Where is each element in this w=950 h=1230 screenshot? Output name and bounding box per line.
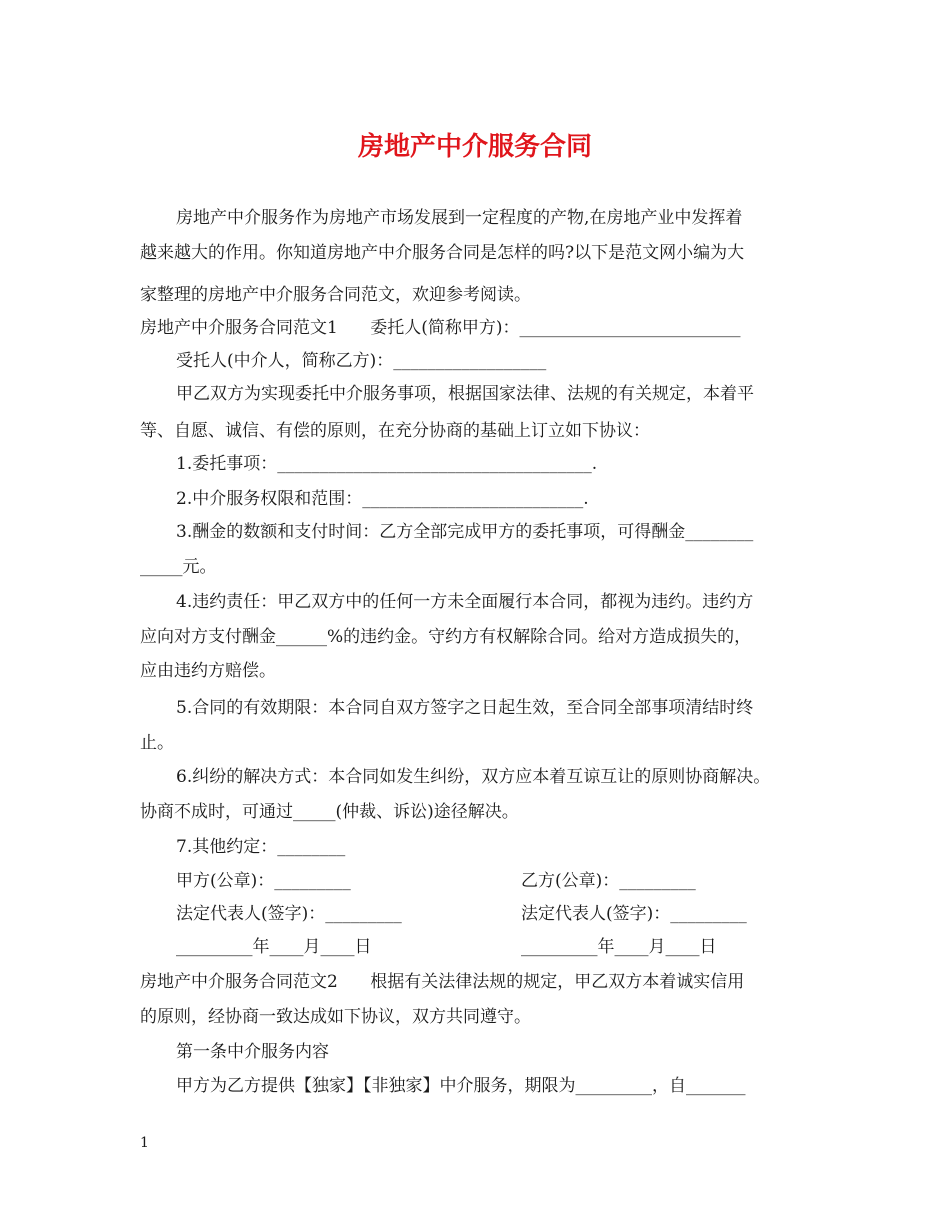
sample2-heading-line-2: 的原则，经协商一致达成如下协议，双方共同遵守。 xyxy=(140,1007,531,1027)
clause-5-line-1: 5.合同的有效期限：本合同自双方签字之日起生效，至合同全部事项清结时终 xyxy=(176,698,754,718)
clause-6-line-2: 协商不成时，可通过_____(仲裁、诉讼)途径解决。 xyxy=(140,802,519,822)
intro-line-1: 房地产中介服务作为房地产市场发展到一定程度的产物,在房地产业中发挥着 xyxy=(176,208,743,228)
clause-4-line-1: 4.违约责任：甲乙双方中的任何一方未全面履行本合同，都视为违约。违约方 xyxy=(176,592,754,612)
party-a-representative: 法定代表人(签字)：_________ xyxy=(176,904,402,924)
clause-5-line-2: 止。 xyxy=(140,733,174,753)
article-1-heading: 第一条中介服务内容 xyxy=(176,1042,329,1062)
sample2-heading-line-1: 房地产中介服务合同范文2 根据有关法律法规的规定，甲乙双方本着诚实信用 xyxy=(140,972,745,992)
clause-3-line-1: 3.酬金的数额和支付时间：乙方全部完成甲方的委托事项，可得酬金________ xyxy=(176,522,754,542)
clause-7: 7.其他约定：________ xyxy=(176,837,346,857)
clause-6-line-1: 6.纠纷的解决方式：本合同如发生纠纷，双方应本着互谅互让的原则协商解决。 xyxy=(176,767,771,787)
party-b-seal: 乙方(公章)：_________ xyxy=(521,871,696,891)
clause-4-line-2: 应向对方支付酬金______%的违约金。守约方有权解除合同。给对方造成损失的， xyxy=(140,627,752,647)
page-number: 1 xyxy=(140,1135,149,1151)
intro-line-3: 家整理的房地产中介服务合同范文，欢迎参考阅读。 xyxy=(140,285,531,305)
party-b-date: _________年____月____日 xyxy=(521,937,717,957)
clause-4-line-3: 应由违约方赔偿。 xyxy=(140,661,276,681)
clause-2: 2.中介服务权限和范围：__________________________. xyxy=(176,489,589,509)
intro-line-2: 越来越大的作用。你知道房地产中介服务合同是怎样的吗?以下是范文网小编为大 xyxy=(140,243,745,263)
article-1-line-1: 甲方为乙方提供【独家】【非独家】中介服务，期限为_________，自_______ xyxy=(176,1076,746,1096)
preamble-line-2: 等、自愿、诚信、有偿的原则，在充分协商的基础上订立如下协议： xyxy=(140,421,650,441)
clause-1: 1.委托事项：_____________________________________. xyxy=(176,454,598,474)
party-a-seal: 甲方(公章)：_________ xyxy=(176,871,351,891)
sample1-heading-principal: 房地产中介服务合同范文1 委托人(简称甲方)：__________________________ xyxy=(140,318,741,338)
document-title: 房地产中介服务合同 xyxy=(357,132,592,162)
clause-3-line-2: _____元。 xyxy=(140,557,217,577)
party-b-representative: 法定代表人(签字)：_________ xyxy=(521,904,747,924)
agent-line: 受托人(中介人，简称乙方)：__________________ xyxy=(176,351,547,371)
preamble-line-1: 甲乙双方为实现委托中介服务事项，根据国家法律、法规的有关规定，本着平 xyxy=(176,384,754,404)
party-a-date: _________年____月____日 xyxy=(176,937,372,957)
